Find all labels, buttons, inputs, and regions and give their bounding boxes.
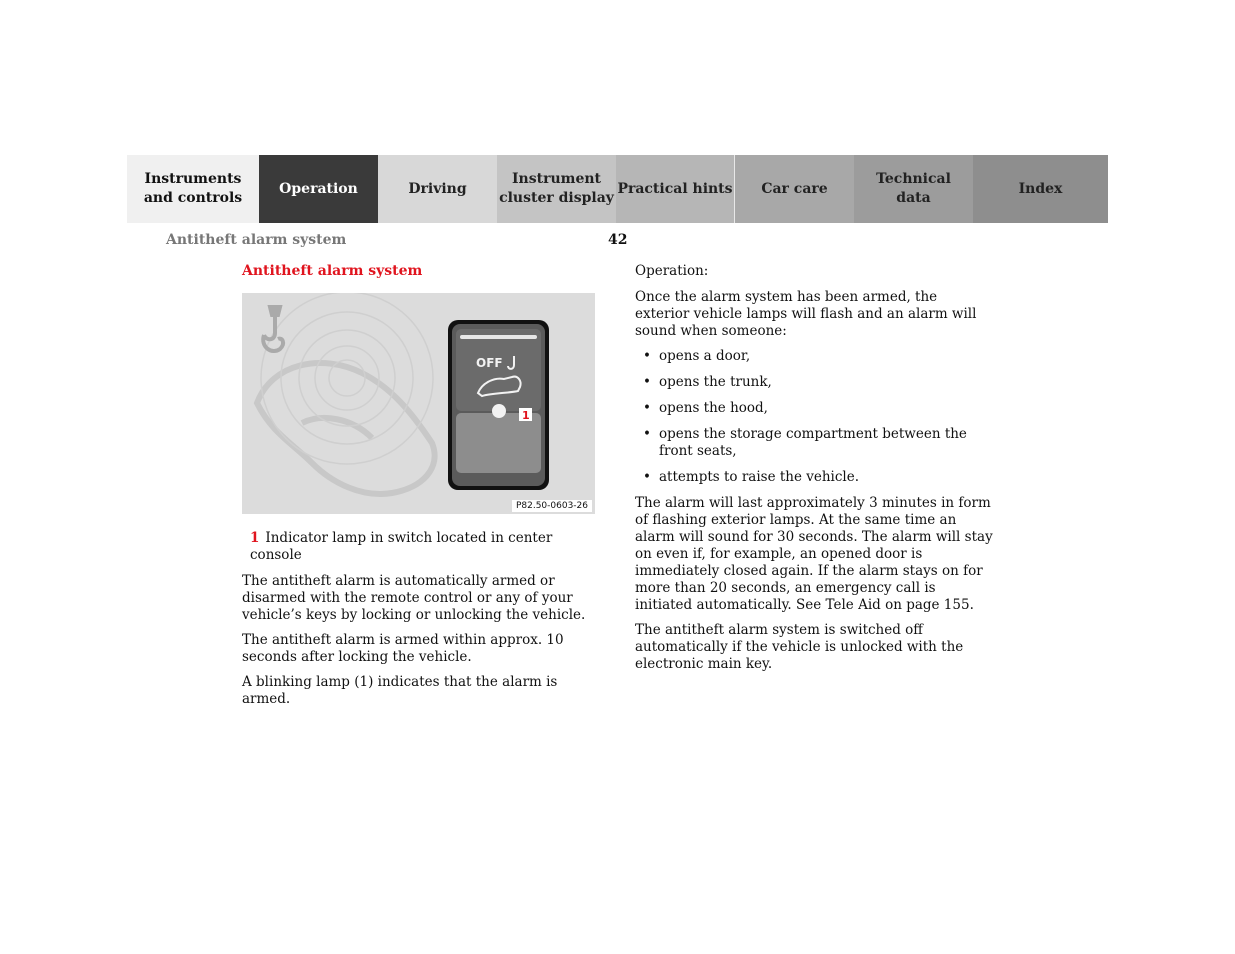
tab-label: Technical data [876,171,951,206]
alarm-switch-figure [242,293,595,514]
alarm-switch-illustration [242,293,595,514]
tab-label: Practical hints [617,180,733,197]
list-item: • opens the trunk, [635,374,995,391]
tab-index[interactable] [973,155,1108,223]
page-number: 42 [608,232,628,248]
caption-number: 1 [250,530,260,546]
right-column [635,263,995,681]
operation-intro: Operation: [635,263,709,279]
tab-practical-hints[interactable] [616,155,735,223]
tab-label: Index [1018,180,1063,197]
tab-technical-data[interactable] [854,155,973,223]
paragraph: The antitheft alarm system is switched off automatically if the vehicle is unlocked with the electronic main key. [635,622,964,672]
operation-lead: Once the alarm system has been armed, the exterior vehicle lamps will flash and an alarm will sound when someone: [635,289,977,339]
tab-label: Car care [761,180,828,197]
paragraph: The antitheft alarm is automatically armed or disarmed with the remote control or any of your vehicle’s keys by locking or unlocking the vehicle. [242,573,586,623]
trigger-list [635,348,995,486]
tab-label: Operation [279,180,358,197]
tab-label: Driving [408,180,467,197]
switch-off-label: OFF [476,356,503,370]
alarm-switch-icon [448,320,549,490]
list-item: • opens the storage compartment between the front seats, [635,426,995,460]
indicator-lamp-icon [492,404,506,418]
figure-id: P82.50-0603-26 [512,500,592,512]
tab-instrument-cluster-display[interactable] [497,155,616,223]
tab-instruments-and-controls[interactable] [127,155,259,223]
paragraph: The antitheft alarm is armed within approx. 10 seconds after locking the vehicle. [242,632,564,665]
list-item: • attempts to raise the vehicle. [635,469,995,486]
callout-number: 1 [522,409,530,422]
list-item: • opens a door, [635,348,995,365]
section-title: Antitheft alarm system [242,263,423,279]
tow-hook-icon [263,307,283,351]
paragraph: A blinking lamp (1) indicates that the alarm is armed. [242,674,558,707]
chapter-nav [127,155,1108,223]
tab-label: Instrument cluster display [499,171,614,206]
left-column [242,263,602,716]
tab-operation[interactable] [259,155,378,223]
tab-driving[interactable] [378,155,497,223]
tab-car-care[interactable] [735,155,854,223]
list-item: • opens the hood, [635,400,995,417]
running-head: Antitheft alarm system [166,232,347,248]
tab-label: Instruments and controls [143,171,243,206]
car-watermark-icon [257,363,435,494]
caption-text: Indicator lamp in switch located in center console [250,530,553,563]
figure-caption [250,530,602,564]
paragraph: The alarm will last approximately 3 minutes in form of flashing exterior lamps. At the same time an alarm will sound for 30 seconds. The alarm will stay on even if, for example, an opened door is immediately closed again. If the alarm stays on for more than 20 seconds, an emergency call is initiated automatically. See Tele Aid on page 155. [635,495,993,613]
